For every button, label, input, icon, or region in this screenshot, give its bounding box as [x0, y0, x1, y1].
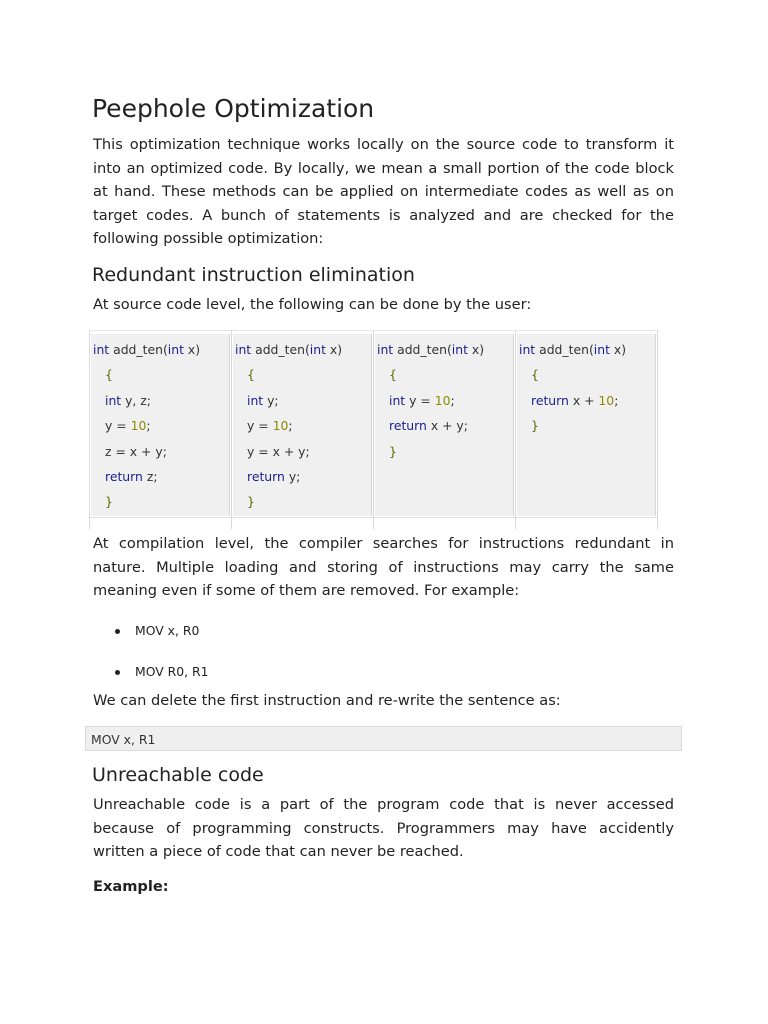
code-token: int: [247, 392, 264, 408]
code-token: y;: [284, 469, 301, 485]
code-token: 10: [430, 392, 451, 408]
code-line: [93, 489, 200, 514]
code-line: [519, 337, 626, 362]
code-token: int: [93, 342, 110, 357]
code-token: add_ten(: [535, 342, 594, 357]
code-token: y, z;: [121, 392, 151, 408]
code-line: [377, 362, 484, 387]
code-token: x): [609, 342, 627, 357]
code-token: int: [519, 342, 536, 357]
code-token: return: [389, 418, 427, 434]
code-line: [235, 388, 342, 413]
code-token: {: [247, 367, 255, 383]
code-token: return: [531, 392, 569, 408]
rewritten-code-block: MOV x, R1: [85, 726, 682, 751]
code-token: {: [531, 367, 539, 383]
code-token: add_ten(: [393, 342, 452, 357]
list-item: MOV x, R0: [113, 620, 209, 661]
code-line: [377, 439, 484, 464]
section-heading-unreachable: Unreachable code: [92, 764, 264, 786]
code-lines: [377, 337, 484, 464]
code-column: [89, 331, 232, 529]
code-column: [374, 331, 516, 529]
code-token: x + y;: [426, 418, 468, 434]
code-column-divider: [90, 517, 231, 518]
code-token: return: [247, 469, 285, 485]
code-line: [519, 362, 626, 387]
code-column-divider: [232, 517, 373, 518]
code-token: ;: [288, 418, 293, 434]
code-token: int: [377, 342, 394, 357]
code-column: [232, 331, 374, 529]
code-token: y = x + y;: [247, 443, 310, 459]
code-line: [93, 337, 200, 362]
code-token: }: [105, 494, 113, 510]
code-line: [93, 413, 200, 438]
code-lines: [519, 337, 626, 439]
code-token: int: [105, 392, 122, 408]
compilation-level-paragraph: At compilation level, the compiler searches for instructions redundant in nature. Multiple loading and storing of instructions may carry the same meaning even if some of them are removed. For example:: [93, 535, 674, 599]
code-line: [235, 362, 342, 387]
code-line: [235, 413, 342, 438]
code-line: [235, 464, 342, 489]
code-token: 10: [126, 418, 147, 434]
code-token: =: [258, 418, 269, 434]
code-token: int: [451, 342, 468, 357]
code-token: add_ten(: [109, 342, 168, 357]
delete-sentence: We can delete the first instruction and re-write the sentence as:: [93, 692, 561, 709]
code-token: }: [247, 494, 255, 510]
list-item: MOV R0, R1: [113, 661, 209, 702]
code-token: }: [531, 418, 539, 434]
code-token: =: [116, 418, 127, 434]
code-line: [235, 489, 342, 514]
code-token: x): [183, 342, 201, 357]
code-line: [93, 439, 200, 464]
code-token: x): [325, 342, 343, 357]
code-column: [516, 331, 658, 529]
code-line: [519, 388, 626, 413]
code-lines: [93, 337, 200, 515]
code-token: ;: [146, 418, 151, 434]
code-line: [93, 388, 200, 413]
code-token: x): [467, 342, 485, 357]
code-column-divider: [374, 517, 515, 518]
code-token: =: [420, 392, 431, 408]
code-token: z = x + y;: [105, 443, 167, 459]
intro-paragraph: This optimization technique works locally on the source code to transform it into an optimized code. By locally, we mean a small portion of the code block at hand. These methods can be applied on intermediate codes as well as on target codes. A bunch of statements is analyzed and are checked for the following possible optimization:: [93, 136, 674, 247]
code-token: y: [247, 418, 259, 434]
code-line: [93, 464, 200, 489]
section-heading-redundant: Redundant instruction elimination: [92, 264, 415, 286]
page-title: Peephole Optimization: [92, 94, 375, 123]
code-line: [377, 413, 484, 438]
code-token: y: [105, 418, 117, 434]
code-token: 10: [268, 418, 289, 434]
code-token: int: [593, 342, 610, 357]
code-token: int: [167, 342, 184, 357]
code-line: [235, 337, 342, 362]
unreachable-paragraph: Unreachable code is a part of the program code that is never accessed because of programming constructs. Programmers may have accidently written a piece of code that can never be reached.: [93, 796, 674, 860]
code-token: {: [105, 367, 113, 383]
code-line: [235, 439, 342, 464]
code-token: y;: [263, 392, 279, 408]
code-comparison-table: [89, 330, 659, 529]
code-column-divider: [516, 517, 657, 518]
code-token: int: [309, 342, 326, 357]
example-label: Example:: [93, 878, 169, 895]
code-token: x +: [568, 392, 599, 408]
code-token: add_ten(: [251, 342, 310, 357]
code-token: z;: [142, 469, 158, 485]
code-line: [377, 337, 484, 362]
code-token: y: [405, 392, 421, 408]
code-token: 10: [598, 392, 615, 408]
code-token: int: [389, 392, 406, 408]
code-token: }: [389, 443, 397, 459]
code-line: [519, 413, 626, 438]
code-token: ;: [450, 392, 455, 408]
code-token: ;: [614, 392, 619, 408]
code-token: {: [389, 367, 397, 383]
source-level-text: At source code level, the following can be done by the user:: [93, 296, 532, 313]
code-token: int: [235, 342, 252, 357]
code-line: [377, 388, 484, 413]
code-line: [93, 362, 200, 387]
code-lines: [235, 337, 342, 515]
code-token: return: [105, 469, 143, 485]
